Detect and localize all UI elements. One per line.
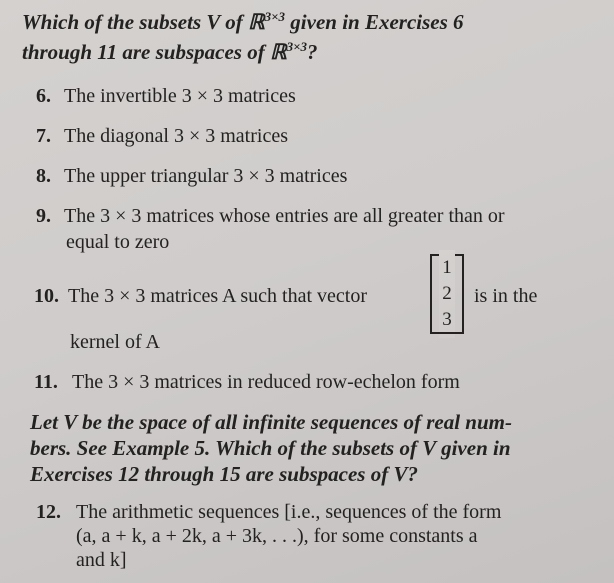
exercise-10-text: The 3 × 3 matrices A such that vector	[68, 285, 367, 307]
intro1-line1	[22, 10, 464, 34]
intro2-line3: Exercises 12 through 15 are subspaces of V?	[30, 462, 418, 486]
exercise-9	[36, 204, 505, 228]
intro2-line2: bers. See Example 5. Which of the subsets of V given in	[30, 436, 511, 460]
exercise-11-text: The 3 × 3 matrices in reduced row-echelon form	[72, 371, 460, 393]
intro1-sup2: 3×3	[286, 39, 308, 54]
exercise-12-number: 12.	[36, 501, 61, 523]
intro1-line1b: given in Exercises 6	[285, 10, 464, 34]
column-vector	[430, 254, 464, 334]
intro1-line1-text: Which of the subsets V of ℝ	[22, 10, 265, 34]
exercise-6-number: 6.	[36, 85, 51, 107]
exercise-12-line1: The arithmetic sequences [i.e., sequences of the form	[76, 501, 502, 523]
exercise-9-text: The 3 × 3 matrices whose entries are all greater than or	[64, 205, 505, 227]
exercise-9-number: 9.	[36, 205, 51, 227]
exercise-7-number: 7.	[36, 125, 51, 147]
vector-entry-2: 2	[442, 283, 452, 304]
exercise-6	[36, 84, 296, 108]
exercise-11	[34, 370, 460, 394]
exercise-7	[36, 124, 288, 148]
exercise-8-number: 8.	[36, 165, 51, 187]
exercise-8	[36, 164, 347, 188]
intro1-line2-text: through 11 are subspaces of ℝ	[22, 40, 287, 64]
exercise-12-line2: (a, a + k, a + 2k, a + 3k, . . .), for some constants a	[76, 525, 478, 547]
exercise-11-number: 11.	[34, 371, 58, 393]
exercise-7-text: The diagonal 3 × 3 matrices	[64, 125, 288, 147]
exercise-10-after: is in the	[474, 285, 538, 307]
intro2-line1: Let V be the space of all infinite sequences of real num-	[30, 410, 512, 434]
exercise-12	[36, 500, 501, 524]
exercise-10-number: 10.	[34, 285, 59, 307]
exercise-9-line2: equal to zero	[66, 231, 170, 253]
intro1-sup1: 3×3	[264, 9, 286, 24]
intro1-line2b: ?	[307, 40, 318, 64]
exercise-8-text: The upper triangular 3 × 3 matrices	[64, 165, 348, 187]
exercise-12-line3: and k]	[76, 549, 127, 571]
vector-entry-3: 3	[442, 309, 452, 330]
vector-entry-1: 1	[442, 257, 452, 278]
exercise-6-text: The invertible 3 × 3 matrices	[64, 85, 296, 107]
exercise-10-line2: kernel of A	[70, 331, 160, 353]
exercise-10	[34, 284, 367, 308]
intro1-line2	[22, 40, 318, 64]
